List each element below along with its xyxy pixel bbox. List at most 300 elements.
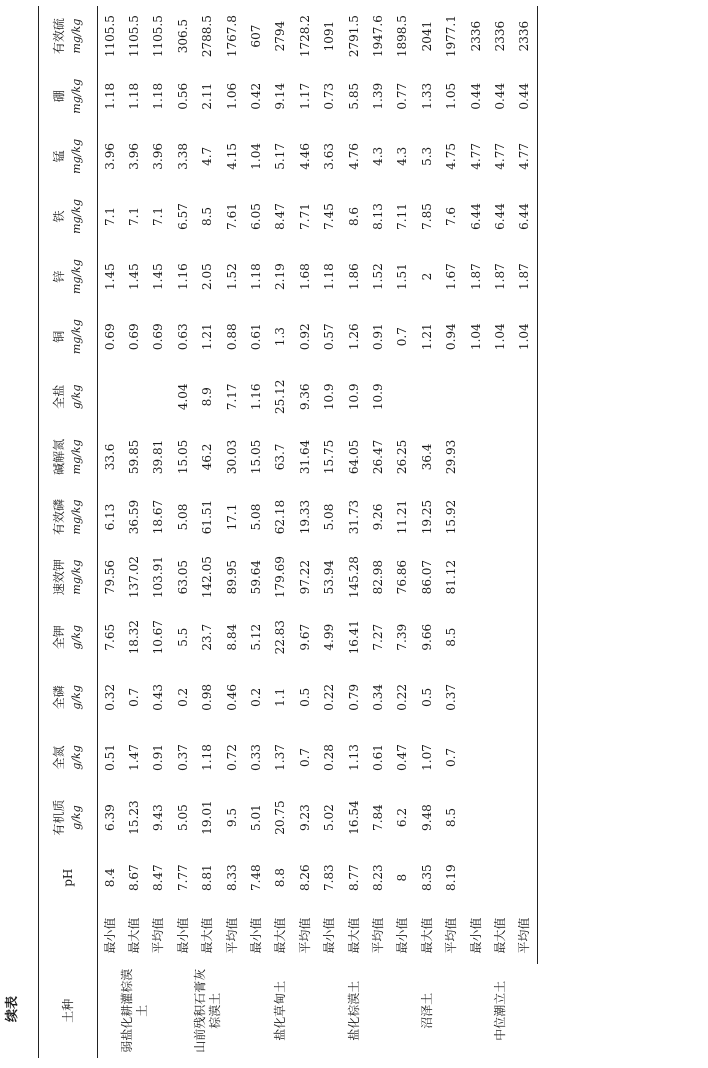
value-cell: 15.05	[175, 439, 190, 475]
table-row	[439, 6, 463, 1058]
column-header-unit: mg/kg	[70, 199, 83, 234]
value-cell: 61.51	[200, 499, 215, 535]
value-cell: 5.12	[249, 623, 264, 651]
value-cell: 23.7	[200, 623, 215, 651]
value-cell: 18.67	[151, 499, 166, 535]
value-cell: 7.45	[322, 203, 337, 230]
value-cell: 5.85	[346, 82, 361, 110]
value-cell: 1.18	[249, 263, 264, 290]
column-header-name: 碱解氮	[52, 438, 66, 475]
value-cell: 1.51	[395, 263, 410, 290]
value-cell: 137.02	[127, 556, 142, 599]
value-cell	[513, 547, 538, 607]
value-cell: 5.5	[175, 627, 190, 647]
column-header-name: 土种	[60, 998, 75, 1023]
statistic-label-cell: 最小值	[102, 917, 117, 954]
value-cell: 11.21	[395, 499, 410, 535]
value-cell: 4.76	[346, 143, 361, 170]
value-cell: 5.05	[175, 804, 190, 831]
value-cell: 1.47	[127, 744, 142, 771]
table-row	[488, 6, 512, 1058]
value-cell: 7.48	[249, 864, 264, 892]
value-cell: 4.77	[468, 143, 483, 170]
value-cell: 103.91	[151, 556, 166, 599]
value-cell: 8.19	[444, 864, 459, 892]
value-cell: 306.5	[175, 18, 190, 54]
value-cell: 15.92	[444, 499, 459, 535]
column-header-name: 铁	[52, 210, 66, 223]
value-cell	[464, 727, 488, 787]
value-cell: 1.04	[513, 307, 538, 367]
column-header-name: 全钾	[52, 625, 66, 650]
value-cell: 7.11	[395, 203, 410, 230]
value-cell: 81.12	[444, 559, 459, 595]
statistic-label-cell: 最小值	[468, 917, 483, 954]
column-header	[39, 727, 98, 787]
value-cell: 0.57	[322, 323, 337, 351]
value-cell: 8.13	[370, 203, 385, 230]
value-cell: 8.35	[419, 864, 434, 892]
table-row	[269, 6, 293, 1058]
value-cell: 8.84	[224, 623, 239, 651]
soil-type-cell: 沼泽土	[419, 992, 434, 1029]
value-cell: 19.33	[297, 499, 312, 535]
value-cell: 5.02	[322, 804, 337, 831]
statistic-label-cell: 平均值	[370, 917, 385, 954]
value-cell: 20.75	[273, 800, 288, 835]
value-cell: 179.69	[273, 556, 288, 599]
value-cell: 145.28	[346, 556, 361, 599]
value-cell: 7.6	[444, 206, 459, 227]
value-cell: 89.95	[224, 559, 239, 595]
column-header	[39, 307, 98, 367]
value-cell: 26.47	[370, 439, 385, 475]
value-cell: 19.25	[419, 499, 434, 535]
value-cell: 0.46	[224, 684, 239, 711]
column-header	[39, 427, 98, 487]
column-header	[39, 367, 98, 427]
value-cell: 1.16	[175, 263, 190, 290]
value-cell: 15.75	[322, 439, 337, 475]
value-cell: 8.81	[200, 864, 215, 892]
value-cell: 0.7	[297, 747, 312, 768]
value-cell: 0.22	[395, 684, 410, 711]
value-cell: 8.5	[444, 627, 459, 647]
column-header-name: 全磷	[52, 685, 66, 710]
value-cell	[464, 547, 488, 607]
table-row	[513, 6, 538, 1058]
value-cell: 7.39	[395, 623, 410, 651]
value-cell: 8.23	[370, 864, 385, 892]
column-header	[39, 667, 98, 727]
value-cell	[488, 427, 512, 487]
value-cell: 9.67	[297, 623, 312, 651]
value-cell: 5.08	[175, 503, 190, 531]
value-cell: 36.59	[127, 499, 142, 535]
value-cell: 0.7	[444, 747, 459, 768]
value-cell: 3.96	[127, 143, 142, 170]
value-cell: 53.94	[322, 559, 337, 595]
soil-type-cell: 山前残积石膏灰棕漠土	[192, 968, 222, 1053]
value-cell: 0.32	[102, 684, 117, 711]
value-cell: 31.64	[297, 439, 312, 475]
value-cell: 7.71	[297, 203, 312, 230]
value-cell: 1.45	[127, 263, 142, 290]
value-cell: 1.04	[492, 323, 507, 351]
table-row	[171, 6, 195, 1058]
value-cell: 1.86	[346, 263, 361, 290]
value-cell: 1.68	[297, 263, 312, 290]
value-cell	[98, 367, 123, 427]
value-cell: 18.32	[127, 620, 142, 655]
column-header-unit: mg/kg	[70, 138, 83, 174]
statistic-label-cell: 最小值	[249, 917, 264, 954]
value-cell: 1.1	[273, 687, 288, 707]
statistic-label-cell: 平均值	[151, 917, 166, 954]
value-cell: 1.87	[492, 263, 507, 290]
value-cell: 25.12	[273, 379, 288, 414]
value-cell: 4.3	[395, 146, 410, 166]
value-cell	[513, 427, 538, 487]
value-cell: 62.18	[273, 499, 288, 535]
value-cell: 1105.5	[102, 15, 117, 58]
value-cell: 1.67	[444, 263, 459, 290]
value-cell: 6.2	[395, 808, 410, 828]
value-cell: 4.3	[370, 146, 385, 166]
value-cell: 8.26	[297, 864, 312, 892]
value-cell: 0.5	[419, 687, 434, 707]
value-cell: 82.98	[370, 559, 385, 595]
value-cell: 5.01	[249, 804, 264, 831]
value-cell	[488, 367, 512, 427]
value-cell: 1.87	[468, 263, 483, 290]
value-cell: 1.04	[468, 323, 483, 351]
value-cell: 7.77	[175, 864, 190, 892]
value-cell	[415, 367, 439, 427]
value-cell: 33.6	[102, 443, 117, 471]
value-cell: 1767.8	[224, 15, 239, 58]
column-header-name: 铜	[52, 330, 66, 343]
value-cell: 6.39	[102, 804, 117, 831]
value-cell: 16.54	[346, 800, 361, 835]
column-header-name: 全氮	[52, 745, 66, 770]
column-header	[39, 6, 98, 66]
value-cell: 0.34	[370, 684, 385, 711]
value-cell: 0.79	[346, 684, 361, 711]
value-cell: 6.44	[468, 203, 483, 230]
value-cell: 1.39	[370, 82, 385, 110]
value-cell: 6.44	[492, 203, 507, 230]
value-cell: 1.26	[346, 323, 361, 351]
column-header	[39, 186, 98, 246]
value-cell	[439, 367, 463, 427]
value-cell: 7.83	[322, 864, 337, 892]
value-cell: 0.91	[370, 323, 385, 351]
statistic-label-cell: 平均值	[224, 917, 239, 954]
value-cell: 7.1	[127, 206, 142, 227]
value-cell: 0.44	[492, 82, 507, 110]
table-row	[415, 6, 439, 1058]
statistic-label-cell: 最大值	[492, 917, 507, 954]
soil-type-cell: 盐化草甸土	[273, 980, 288, 1041]
value-cell	[513, 848, 538, 908]
value-cell: 1.37	[273, 744, 288, 771]
value-cell: 0.7	[395, 327, 410, 347]
value-cell	[488, 667, 512, 727]
value-cell	[464, 788, 488, 848]
value-cell: 1.52	[370, 263, 385, 290]
value-cell: 2041	[419, 20, 434, 52]
table-row	[464, 6, 488, 1058]
value-cell: 4.77	[492, 143, 507, 170]
value-cell	[488, 788, 512, 848]
column-header-unit: g/kg	[70, 745, 83, 770]
column-header	[39, 126, 98, 186]
value-cell: 1.05	[444, 82, 459, 110]
value-cell: 8.4	[102, 868, 117, 888]
value-cell: 0.37	[444, 684, 459, 711]
value-cell: 3.63	[322, 143, 337, 170]
value-cell: 1.04	[249, 143, 264, 170]
value-cell: 3.96	[151, 143, 166, 170]
value-cell: 0.44	[468, 82, 483, 110]
value-cell: 7.84	[370, 804, 385, 831]
value-cell: 5.17	[273, 143, 288, 170]
value-cell: 2791.5	[346, 15, 361, 58]
value-cell: 0.69	[102, 323, 117, 351]
value-cell: 46.2	[200, 443, 215, 471]
value-cell: 1.3	[273, 327, 288, 347]
value-cell: 0.92	[297, 323, 312, 351]
value-cell: 29.93	[444, 439, 459, 475]
value-cell: 9.66	[419, 623, 434, 651]
value-cell: 31.73	[346, 499, 361, 535]
value-cell: 5.08	[249, 503, 264, 531]
column-header	[39, 908, 98, 964]
value-cell: 0.61	[370, 744, 385, 771]
value-cell: 39.81	[151, 439, 166, 475]
value-cell: 59.64	[249, 559, 264, 595]
table-row	[366, 6, 390, 1058]
value-cell	[513, 727, 538, 787]
value-cell: 1.18	[127, 82, 142, 110]
value-cell: 0.44	[513, 66, 538, 126]
value-cell: 2336	[468, 20, 483, 52]
value-cell: 9.23	[297, 804, 312, 831]
value-cell: 9.48	[419, 804, 434, 831]
column-header-unit: mg/kg	[70, 559, 83, 595]
value-cell: 8.5	[200, 206, 215, 227]
value-cell: 2336	[513, 6, 538, 66]
statistic-label-cell: 平均值	[297, 917, 312, 954]
column-header	[39, 487, 98, 547]
value-cell: 2.19	[273, 263, 288, 290]
value-cell: 4.99	[322, 623, 337, 651]
value-cell: 1.21	[419, 323, 434, 351]
value-cell: 1.06	[224, 82, 239, 110]
value-cell	[513, 667, 538, 727]
value-cell: 15.23	[127, 800, 142, 835]
value-cell: 2336	[492, 20, 507, 52]
value-cell	[513, 367, 538, 427]
column-header	[39, 247, 98, 307]
value-cell: 9.43	[151, 804, 166, 831]
value-cell: 7.27	[370, 623, 385, 651]
value-cell: 8.47	[273, 203, 288, 230]
value-cell: 0.7	[127, 687, 142, 707]
value-cell: 6.44	[513, 186, 538, 246]
value-cell: 10.9	[346, 383, 361, 411]
value-cell: 2794	[273, 20, 288, 52]
value-cell: 63.05	[175, 559, 190, 595]
column-header-unit: mg/kg	[70, 499, 83, 535]
value-cell: 0.56	[175, 82, 190, 110]
value-cell: 1.87	[513, 247, 538, 307]
value-cell: 0.63	[175, 323, 190, 351]
value-cell: 26.25	[395, 439, 410, 475]
value-cell: 59.85	[127, 439, 142, 475]
column-header-unit: mg/kg	[70, 439, 83, 475]
header-row	[39, 6, 98, 1058]
column-header-unit: mg/kg	[70, 319, 83, 355]
value-cell: 0.43	[151, 684, 166, 711]
value-cell: 9.36	[297, 383, 312, 411]
value-cell: 1.18	[151, 82, 166, 110]
value-cell: 2.11	[200, 82, 215, 110]
statistic-label-cell: 最大值	[273, 917, 288, 954]
value-cell: 10.9	[322, 383, 337, 411]
value-cell	[464, 367, 488, 427]
value-cell: 6.57	[175, 203, 190, 230]
value-cell: 9.5	[224, 808, 239, 828]
column-header	[39, 66, 98, 126]
value-cell: 63.7	[273, 443, 288, 471]
value-cell: 30.03	[224, 439, 239, 475]
value-cell	[147, 367, 171, 427]
value-cell: 2	[419, 272, 434, 281]
value-cell: 8.5	[444, 808, 459, 828]
column-header-unit: mg/kg	[70, 78, 83, 114]
statistic-label-cell: 最小值	[175, 917, 190, 954]
value-cell: 0.51	[102, 744, 117, 771]
value-cell	[464, 848, 488, 908]
value-cell	[488, 487, 512, 547]
soil-type-cell: 弱盐化耕灌棕漠土	[119, 968, 149, 1053]
value-cell: 8.77	[346, 864, 361, 892]
value-cell: 1977.1	[444, 15, 459, 58]
value-cell: 16.41	[346, 620, 361, 655]
statistic-label-cell: 最大值	[127, 917, 142, 954]
value-cell: 2788.5	[200, 15, 215, 58]
column-header-unit: mg/kg	[70, 18, 83, 54]
soil-type-cell: 中位潮立土	[493, 980, 508, 1041]
table-body	[98, 6, 538, 1058]
value-cell: 1105.5	[127, 15, 142, 58]
table-row	[220, 6, 244, 1058]
value-cell: 0.33	[249, 744, 264, 771]
value-cell: 7.1	[151, 206, 166, 227]
value-cell: 4.15	[224, 143, 239, 170]
value-cell: 1105.5	[151, 15, 166, 58]
table-row	[196, 6, 220, 1058]
value-cell: 1.13	[346, 744, 361, 771]
value-cell: 10.9	[370, 383, 385, 411]
column-header	[39, 607, 98, 667]
value-cell: 5.08	[322, 503, 337, 531]
column-header-name: 锌	[52, 270, 66, 283]
column-header-name: 速效钾	[52, 559, 66, 596]
table-row	[122, 6, 146, 1058]
statistic-label-cell: 平均值	[444, 917, 459, 954]
soil-type-cell: 盐化棕漠土	[346, 980, 361, 1041]
column-header-unit: g/kg	[70, 805, 83, 830]
table-row	[147, 6, 171, 1058]
value-cell: 1091	[322, 20, 337, 52]
value-cell	[391, 367, 415, 427]
table-row	[244, 6, 268, 1058]
soil-nutrient-table	[38, 6, 538, 1058]
value-cell: 15.05	[249, 439, 264, 475]
value-cell: 1.52	[224, 263, 239, 290]
value-cell	[488, 547, 512, 607]
value-cell	[513, 607, 538, 667]
value-cell: 5.3	[419, 146, 434, 166]
value-cell: 1947.6	[370, 15, 385, 58]
value-cell: 86.07	[419, 559, 434, 595]
value-cell: 9.26	[370, 503, 385, 531]
value-cell: 0.22	[322, 684, 337, 711]
column-header-name: 有效磷	[52, 499, 66, 536]
value-cell: 1.21	[200, 323, 215, 351]
value-cell: 0.2	[175, 687, 190, 707]
value-cell: 0.37	[175, 744, 190, 771]
statistic-label-cell: 最大值	[419, 917, 434, 954]
value-cell: 607	[249, 24, 264, 48]
column-header-name: 全盐	[52, 384, 66, 409]
value-cell: 4.04	[175, 383, 190, 411]
value-cell: 9.14	[273, 82, 288, 110]
statistic-label-cell: 最小值	[395, 917, 410, 954]
value-cell: 7.65	[102, 623, 117, 651]
value-cell: 4.75	[444, 143, 459, 170]
value-cell	[464, 487, 488, 547]
value-cell: 7.85	[419, 203, 434, 230]
table-row	[318, 6, 342, 1058]
statistic-label-cell: 最小值	[322, 917, 337, 954]
table-row	[342, 6, 366, 1058]
value-cell: 6.05	[249, 203, 264, 230]
value-cell: 36.4	[419, 443, 434, 471]
value-cell: 7.61	[224, 203, 239, 230]
value-cell: 1898.5	[395, 15, 410, 58]
column-header	[39, 547, 98, 607]
value-cell: 4.46	[297, 143, 312, 170]
column-header-name: 有效硫	[52, 18, 66, 55]
value-cell: 1728.2	[297, 15, 312, 58]
table-row	[391, 6, 415, 1058]
column-header-name: 锰	[52, 150, 66, 163]
value-cell: 8.47	[151, 864, 166, 892]
column-header-unit: g/kg	[70, 685, 83, 710]
page-title: 续表	[5, 995, 20, 1022]
value-cell: 0.88	[224, 323, 239, 351]
column-header-unit: mg/kg	[70, 259, 83, 295]
value-cell: 0.2	[249, 687, 264, 707]
value-cell: 0.69	[151, 323, 166, 351]
column-header-unit: g/kg	[70, 625, 83, 650]
table-row	[98, 6, 123, 1058]
column-header-name: 有机质	[52, 799, 66, 836]
